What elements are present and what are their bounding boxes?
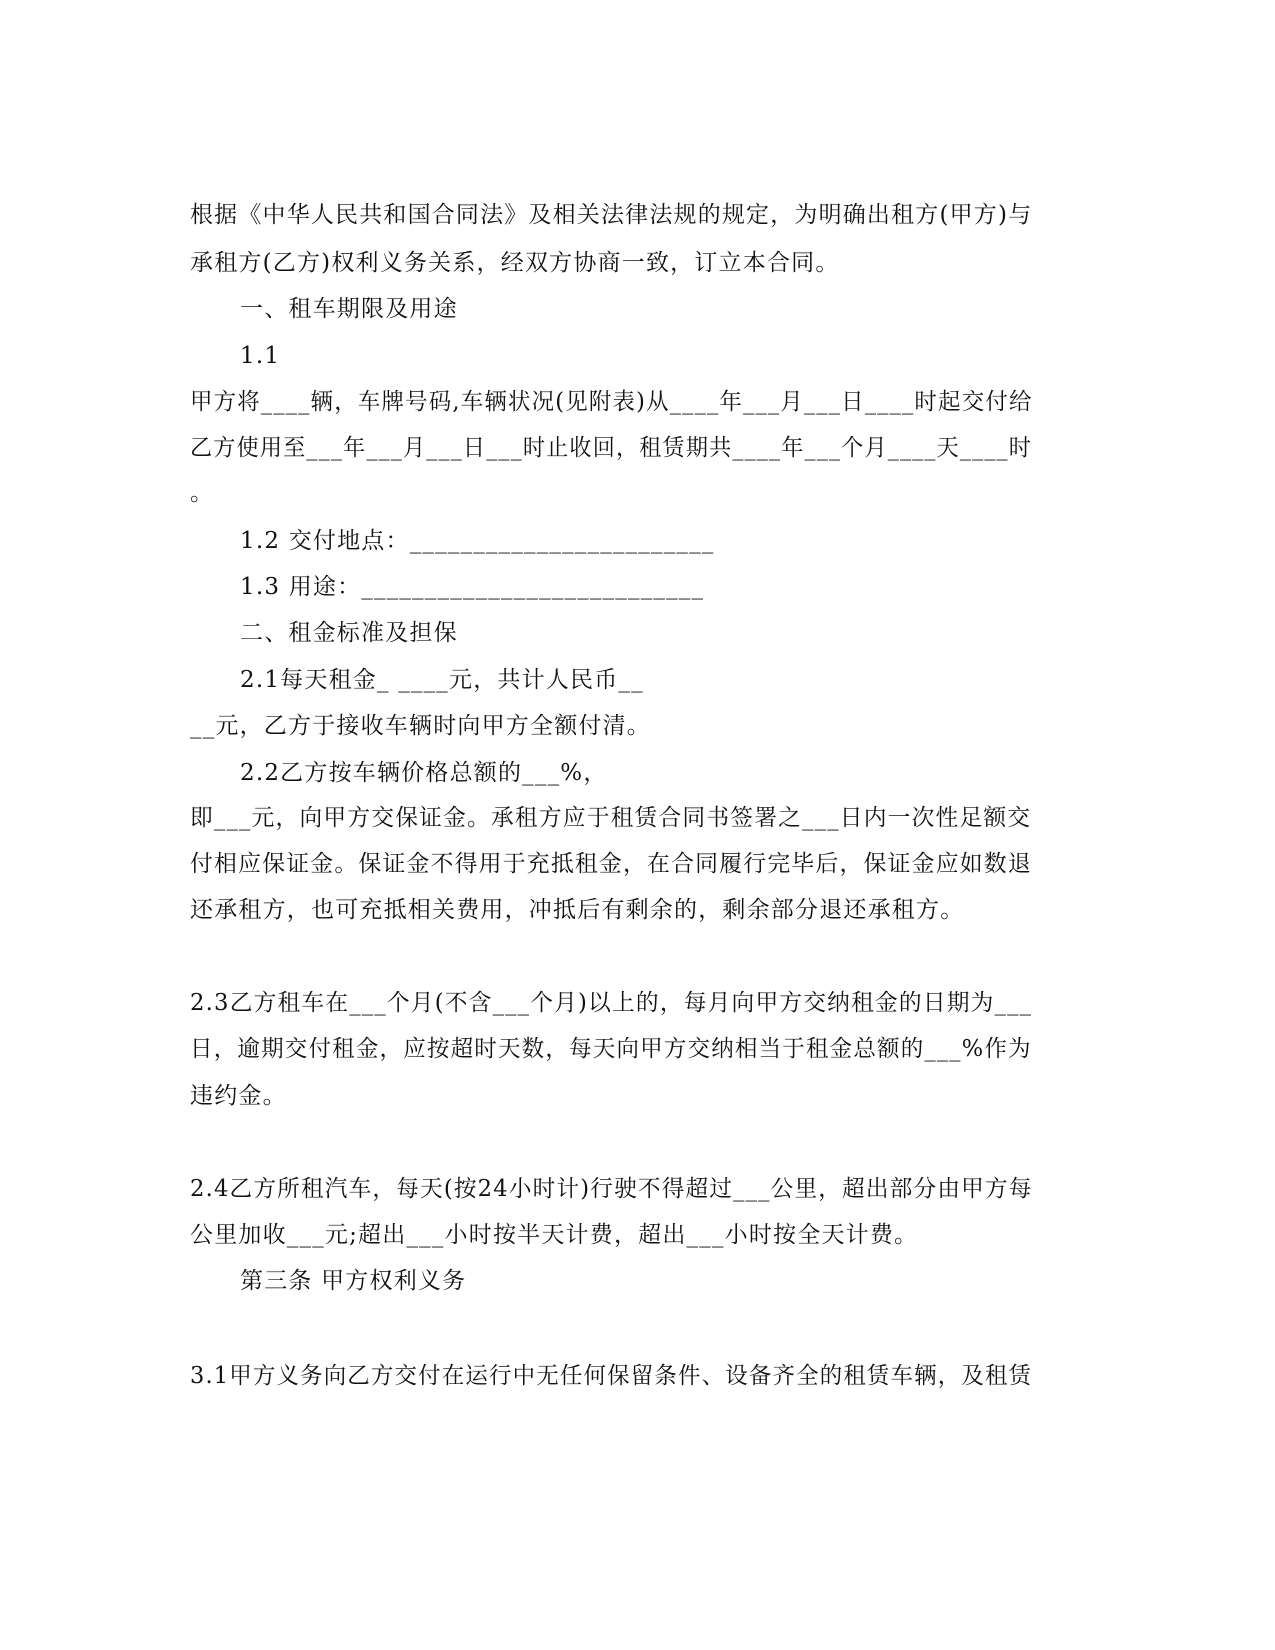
text-line: 日，逾期交付租金，应按超时天数，每天向甲方交纳相当于租金总额的___%作为 — [190, 1036, 1032, 1062]
text-line: 还承租方，也可充抵相关费用，冲抵后有剩余的，剩余部分退还承租方。 — [190, 897, 965, 923]
text-line: 。 — [190, 480, 215, 506]
clause-number: 1.1 — [240, 343, 281, 369]
text-line: 付相应保证金。保证金不得用于充抵租金，在合同履行完毕后，保证金应如数退 — [190, 851, 1032, 877]
section-heading: 第三条 甲方权利义务 — [240, 1268, 467, 1294]
text-line: 2.1每天租金_ ____元，共计人民币__ — [240, 667, 644, 693]
text-line: __元，乙方于接收车辆时向甲方全额付清。 — [190, 713, 651, 739]
text-line: 2.2乙方按车辆价格总额的___%， — [240, 760, 608, 786]
text-line: 1.3 用途：___________________________ — [240, 574, 705, 600]
text-line: 1.2 交付地点：________________________ — [240, 528, 715, 554]
text-line: 甲方将____辆，车牌号码,车辆状况(见附表)从____年___月___日____时起交付给 — [190, 389, 1033, 415]
text-line: 公里加收___元;超出___小时按半天计费，超出___小时按全天计费。 — [190, 1222, 919, 1248]
text-line: 3.1甲方义务向乙方交付在运行中无任何保留条件、设备齐全的租赁车辆，及租赁 — [190, 1363, 1033, 1389]
section-heading: 一、租车期限及用途 — [240, 296, 458, 322]
text-line: 2.4乙方所租汽车，每天(按24小时计)行驶不得超过___公里，超出部分由甲方每 — [190, 1176, 1033, 1202]
text-line: 承租方(乙方)权利义务关系，经双方协商一致，订立本合同。 — [190, 250, 840, 276]
text-line: 根据《中华人民共和国合同法》及相关法律法规的规定，为明确出租方(甲方)与 — [190, 202, 1033, 228]
text-line: 乙方使用至___年___月___日___时止收回，租赁期共____年___个月____天____时 — [190, 435, 1033, 461]
text-line: 即___元，向甲方交保证金。承租方应于租赁合同书签署之___日内一次性足额交 — [190, 805, 1032, 831]
section-heading: 二、租金标准及担保 — [240, 620, 458, 646]
text-line: 违约金。 — [190, 1083, 287, 1109]
text-line: 2.3乙方租车在___个月(不含___个月)以上的，每月向甲方交纳租金的日期为___ — [190, 990, 1033, 1016]
